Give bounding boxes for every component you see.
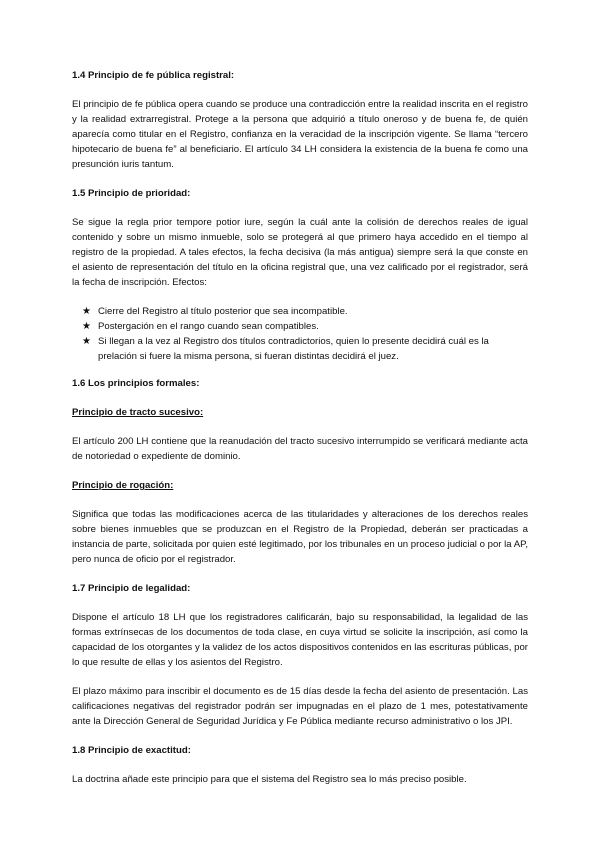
list-item (72, 319, 528, 334)
list-item (72, 334, 528, 364)
paragraph-prioridad: Se sigue la regla prior tempore potior iure, según la cuál ante la colisión de derechos reales de igual contenido y sobre un mismo inmueble, solo se protegerá al que primero haya accedido en el tiempo al registro de la propiedad. A tales efectos, la fecha decisiva (la más antigua) siempre será la que conste en el asiento de representación del título en la oficina registral que, una vez calificado por el registrador, será la fecha de inscripción. Efectos: (72, 217, 528, 288)
section-heading-fe-publica: 1.4 Principio de fe pública registral: (72, 70, 235, 81)
paragraph-rogacion: Significa que todas las modificaciones acerca de las titularidades y alteraciones de los derechos reales sobre bienes inmuebles que se produzcan en el Registro de la Propiedad, deberán ser practicadas a instancia de parte, solicitada por quien esté legitimado, por los tribunales en un proceso judicial o por la AP, pero nunca de oficio por el registrador. (72, 509, 528, 565)
paragraph-legalidad-2: El plazo máximo para inscribir el documento es de 15 días desde la fecha del asiento de presentación. Las calificaciones negativas del registrador podrán ser impugnadas en el plazo de 1 mes, potestativamente ante la Dirección General de Seguridad Jurídica y Fe Pública mediante recurso administrativo o los JPI. (72, 686, 528, 727)
paragraph-legalidad-1: Dispone el artículo 18 LH que los registradores calificarán, bajo su responsabilidad, la legalidad de las formas extrínsecas de los documentos de toda clase, en cuya virtud se solicite la inscripción, así como la capacidad de los otorgantes y la validez de los actos dispositivos contenidos en las escrituras públicas, por lo que resulte de ellas y los asientos del Registro. (72, 612, 528, 668)
paragraph-exactitud: La doctrina añade este principio para que el sistema del Registro sea lo más preciso posible. (72, 774, 467, 785)
list-item-text: Cierre del Registro al título posterior que sea incompatible. (98, 306, 348, 317)
star-bullet-icon: ★ (82, 306, 91, 317)
star-bullet-icon: ★ (82, 321, 91, 332)
paragraph-tracto-sucesivo: El artículo 200 LH contiene que la reanudación del tracto sucesivo interrumpido se verificará mediante acta de notoriedad o expediente de dominio. (72, 436, 528, 462)
document-page (72, 68, 528, 801)
paragraph-fe-publica: El principio de fe pública opera cuando se produce una contradicción entre la realidad inscrita en el registro y la realidad extrarregistral. Protege a la persona que adquirió a título oneroso y de buena fe, de quién aparecía como titular en el Registro, confianza en la veracidad de la inscripción vigente. Se llama “tercero hipotecario de buena fe” al beneficiario. El artículo 34 LH considera la existencia de la buena fe como una presunción iuris tantum. (72, 99, 528, 170)
section-heading-legalidad: 1.7 Principio de legalidad: (72, 583, 191, 594)
subheading-tracto-sucesivo: Principio de tracto sucesivo: (72, 407, 204, 418)
list-item-text: Postergación en el rango cuando sean compatibles. (98, 321, 319, 332)
section-heading-principios-formales: 1.6 Los principios formales: (72, 378, 200, 389)
effects-list (72, 304, 528, 364)
section-heading-prioridad: 1.5 Principio de prioridad: (72, 188, 191, 199)
subheading-rogacion: Principio de rogación: (72, 480, 174, 491)
section-heading-exactitud: 1.8 Principio de exactitud: (72, 745, 191, 756)
list-item-text: Si llegan a la vez al Registro dos títulos contradictorios, quien lo presente decidirá cuál es la prelación si fuere la misma persona, si fueran distintas decidirá el juez. (98, 336, 489, 362)
list-item (72, 304, 528, 319)
star-bullet-icon: ★ (82, 336, 91, 347)
